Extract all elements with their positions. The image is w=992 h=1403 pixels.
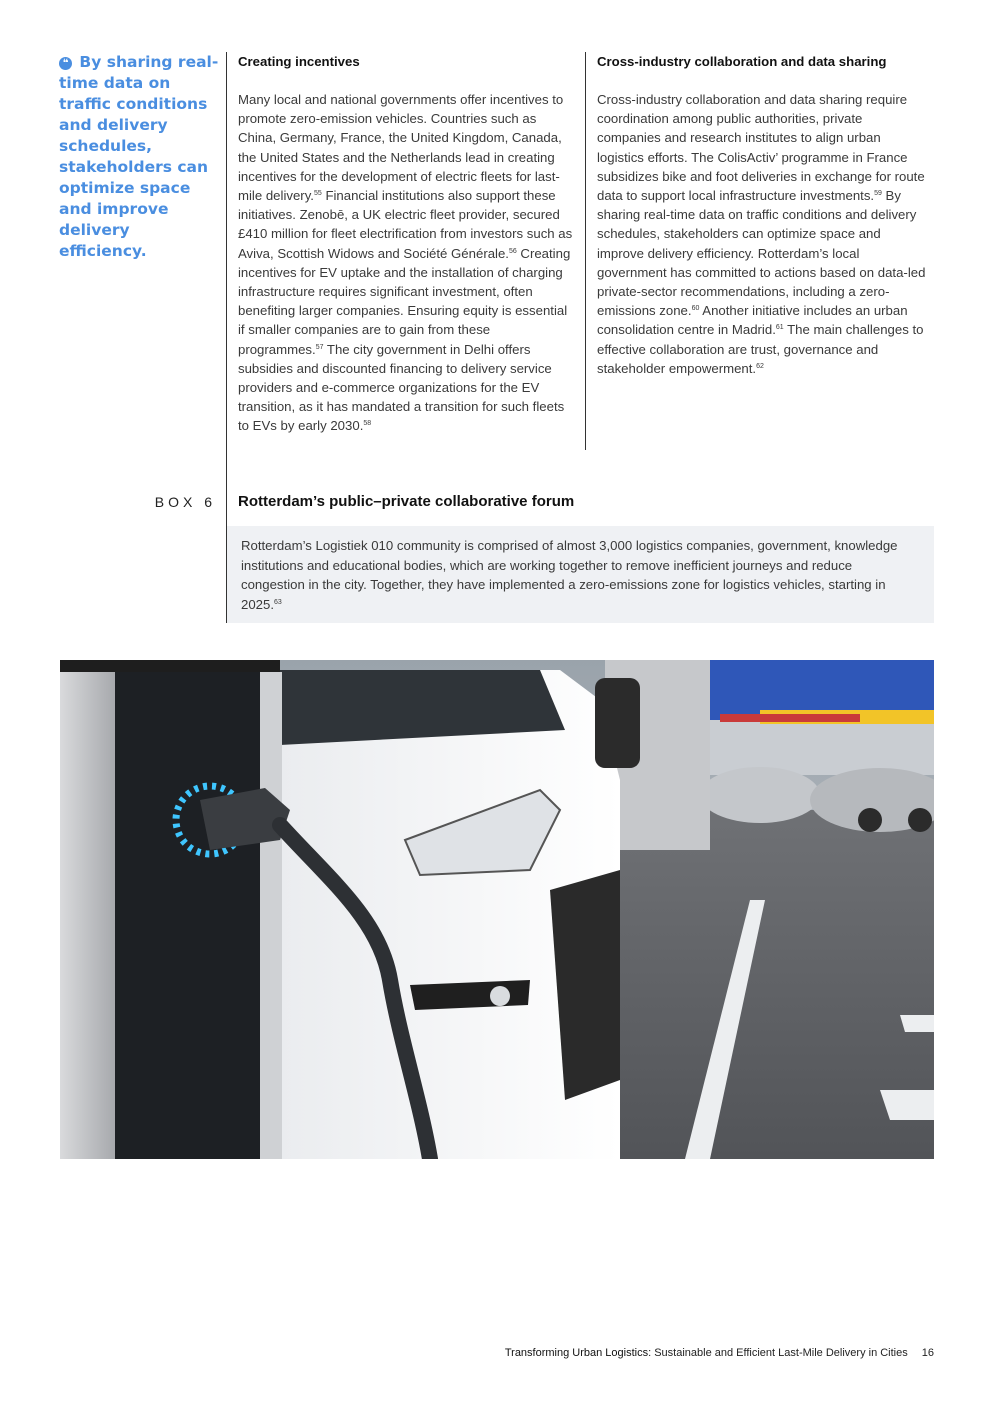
footnote-ref: 55 xyxy=(313,190,322,198)
column-divider-middle xyxy=(585,52,586,450)
quote-icon: ❝ xyxy=(59,57,72,70)
footnote-ref: 59 xyxy=(874,190,882,198)
body-paragraph: Cross-industry collaboration and data sharing require coordination among public authorities, private companies and research institutes to align urban logistics efforts. The ColisActiv’ programme in France subsidizes bike and foot deliveries in exchange for route data to support local infrastructure investments.$^{59}$ By sharing real-time data on traffic conditions and delivery schedules, stakeholders can optimize space and improve delivery efficiency. Rotterdam’s local government has committed to actions based on data-led private-sector recommendations, including a zero-emissions zone.$^{60}$ Another initiative includes an urban consolidation centre in Madrid.$^{61}$ The main challenges to effective collaboration are trust, governance and stakeholder empowerment.$^{62}$ xyxy=(597,92,926,376)
footnote-ref: 61 xyxy=(775,324,784,332)
charger-post xyxy=(60,672,115,1159)
pull-quote-text: By sharing real-time data on traffic conditions and delivery schedules, stakeholders can optimize space and improve delivery efficiency. xyxy=(59,53,219,260)
parked-car xyxy=(700,767,820,823)
ev-charging-van-photo xyxy=(60,660,934,1159)
box-body: Rotterdam’s Logistiek 010 community is comprised of almost 3,000 logistics companies, government, knowledge institutions and educational bodies, which are working together to remove inefficient journeys and reduce congestion in the city. Together, they have implemented a zero-emissions zone for logistics vehicles, starting in 2025.63 xyxy=(227,526,934,623)
body-paragraph: Many local and national governments offer incentives to promote zero-emission vehicles. Countries such as China, Germany, France, the United Kingdom, Canada, the United States and the Netherlands lead in creating incentives for the development of electric fleets for last-mile delivery.$^{55}$ Financial institutions also support these initiatives. Zenobē, a UK electric fleet provider, secured £410 million for fleet electrification from investors such as Aviva, Scottish Widows and Société Générale.$^{56}$ Creating incentives for EV uptake and the installation of charging infrastructure requires significant investment, often benefiting larger companies. Ensuring equity is essential if smaller companies are to gain from these programmes.$^{57}$ The city government in Delhi offers subsidies and discounted financing to delivery service providers and e-commerce organizations for the EV transition, as it has mandated a transition for such fleets to EVs by early 2030.58 xyxy=(238,92,573,434)
footnote-ref: 58 xyxy=(363,420,372,428)
page-number: 16 xyxy=(921,1347,934,1359)
pull-quote xyxy=(59,52,219,262)
section-heading: Creating incentives xyxy=(238,54,360,69)
page-footer xyxy=(450,1347,934,1359)
footnote-ref: 60 xyxy=(691,305,700,313)
box-label: BOX 6 xyxy=(154,494,216,510)
footnote-ref: 57 xyxy=(315,343,324,351)
column-creating-incentives xyxy=(238,52,576,436)
section-heading: Cross-industry collaboration and data sharing xyxy=(597,54,887,69)
side-mirror xyxy=(595,678,640,768)
footer-title: Transforming Urban Logistics xyxy=(504,1347,649,1359)
charger-panel xyxy=(115,672,260,1159)
footer-subtitle: : Sustainable and Efficient Last-Mile Delivery in Cities xyxy=(648,1347,908,1359)
column-data-sharing xyxy=(597,52,927,378)
footnote-ref: 56 xyxy=(508,247,517,255)
footnote-ref: 63 xyxy=(274,598,282,606)
box-title: Rotterdam’s public–private collaborative forum xyxy=(238,493,575,510)
footnote-ref: 62 xyxy=(756,362,764,370)
